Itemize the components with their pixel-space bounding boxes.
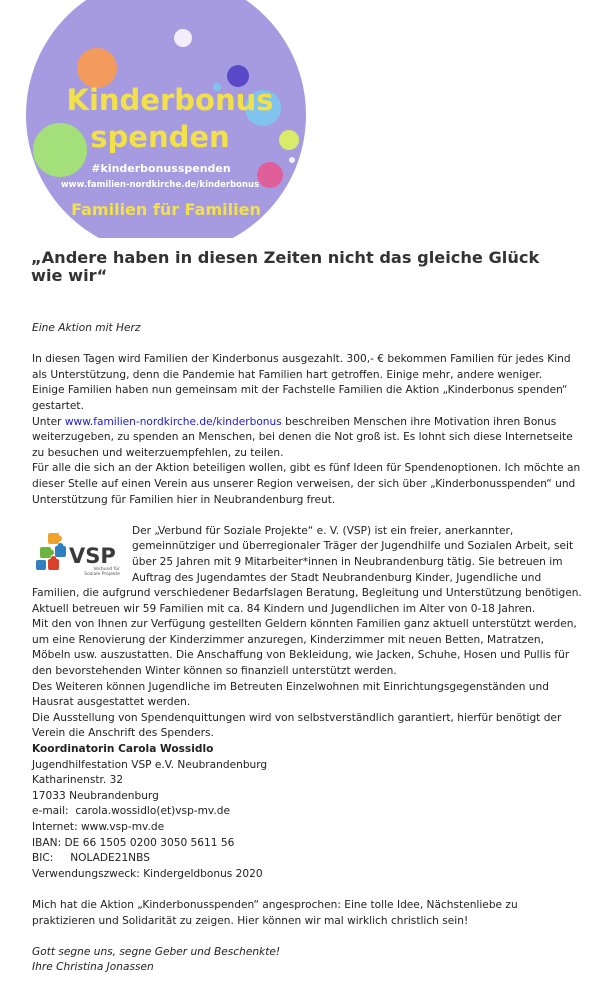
contact-name: Koordinatorin Carola Wossidlo: [32, 743, 214, 756]
banner-title-line1: Kinderbonus: [66, 83, 274, 117]
kinderbonus-banner: [0, 0, 602, 238]
banner-graphic: [0, 0, 602, 238]
vsp-spendenquittung: Die Ausstellung von Spendenquittungen wird von selbstverständlich garantiert, hierfür benötigt der Verein die Anschrift des Spenders.: [32, 711, 562, 740]
pink-dot: [257, 162, 283, 188]
signoff-author: Ihre Christina Jonassen: [32, 961, 154, 974]
article-body: [32, 321, 584, 976]
vsp-einzelwohnen: Des Weiteren können Jugendliche im Betreuten Einzelwohnen mit Einrichtungsgegenständen und Hausrat ausgestattet werden.: [32, 680, 549, 709]
signoff-blessing: Gott segne uns, segne Geber und Beschenkte!: [32, 945, 281, 958]
vsp-use-of-funds: Mit den von Ihnen zur Verfügung gestellten Geldern könnten Familien ganz aktuell unterstützt werden, um eine Renovierung der Kinderzimmer anzuregen, Kinderzimmer mit neuen Betten, Matratzen, Möbeln usw. auszustatten. Die Anschaffung von Bekleidung, wie Jacken, Schuhe, Hosen und Pullis für den bevorstehenden Winter können so finanziell unterstützt werden.: [32, 618, 577, 678]
contact-email: e-mail: carola.wossidlo(et)vsp-mv.de: [32, 805, 230, 818]
contact-purpose: Verwendungszweck: Kindergeldbonus 2020: [32, 867, 263, 880]
contact-city: 17033 Neubrandenburg: [32, 789, 159, 802]
white-dot: [174, 29, 192, 47]
contact-bic: BIC: NOLADE21NBS: [32, 852, 150, 865]
vsp-logo-sub1: Verbund für: [93, 566, 120, 572]
website-prefix: Unter: [32, 415, 65, 428]
kinderbonus-link[interactable]: www.familien-nordkirche.de/kinderbonus: [64, 415, 282, 428]
vsp-description: Der „Verbund für Soziale Projekte“ e. V. (VSP) ist ein freier, anerkannter, gemeinnütziger und überregionaler Träger der Jugendhilfe und Sozialen Arbeit, seit über 25 Jahren mit 9 Mitarbeiter*innen in Neubrandenburg tätig. Sie betreuen im Auftrag des Jugendamtes der Stadt Neubrandenburg Kinder, Jugendliche und Familien, die aufgrund verschiedener Bedarfslagen Beratung, Begleitung und Unterstützung benötigen.: [32, 524, 582, 600]
banner-url: www.familien-nordkirche.de/kinderbonus: [60, 180, 260, 190]
small-white-dot: [289, 157, 295, 163]
paragraph-spendenoptionen: Für alle die sich an der Aktion beteiligen wollen, gibt es fünf Ideen für Spendenoptionen. Ich möchte an dieser Stelle auf einen Verein aus unserer Region verweisen, der sich über „Kinderbonusspenden“ und Unterstützung für Familien hier in Neubrandenburg freut.: [32, 462, 581, 506]
paragraph-kinderbonus: In diesen Tagen wird Familien der Kinderbonus ausgezahlt. 300,- € bekommen Familien für jedes Kind als Unterstützung, denn die Pandemie hat Familien hart getroffen. Einige mehr, andere weniger.: [32, 353, 571, 381]
vsp-logo-sub2: Soziale Projekte: [84, 571, 120, 577]
banner-tagline: Familien für Familien: [71, 200, 261, 219]
intro-line: Eine Aktion mit Herz: [32, 322, 141, 334]
lime-dot: [279, 130, 299, 150]
website-suffix: beschreiben Menschen ihre Motivation ihren Bonus weiterzugeben, zu spenden an Menschen, bei denen die Not groß ist. Es lohnt sich diese Internetseite zu besuchen und weiterzuempfehlen, zu teilen.: [32, 415, 573, 459]
paragraph-website: [32, 415, 584, 462]
vsp-logo: [34, 529, 122, 577]
banner-title-line2: spenden: [90, 120, 230, 154]
vsp-logo-text: VSP: [69, 543, 116, 568]
vsp-current-families: Aktuell betreuen wir 59 Familien mit ca. 84 Kindern und Jugendlichen im Alter von 0-18 Jahren.: [32, 602, 536, 615]
vsp-puzzle-icon: [34, 529, 122, 577]
contact-internet: Internet: www.vsp-mv.de: [32, 821, 165, 833]
orange-dot: [77, 48, 117, 88]
contact-org: Jugendhilfestation VSP e.V. Neubrandenburg: [32, 758, 268, 771]
closing-paragraph: Mich hat die Aktion „Kinderbonusspenden“ angesprochen: Eine tolle Idee, Nächstenliebe zu praktizieren und Solidarität zu zeigen. Hier können wir mal wirklich christlich sein!: [32, 898, 518, 927]
contact-iban: IBAN: DE 66 1505 0200 3050 5611 56: [32, 836, 235, 849]
paragraph-aktion: Einige Familien haben nun gemeinsam mit der Fachstelle Familien die Aktion „Kinderbonus spenden“ gestartet.: [32, 384, 568, 412]
green-dot: [33, 123, 87, 177]
article-heading: „Andere haben in diesen Zeiten nicht das gleiche Glück wie wir“: [31, 248, 540, 285]
contact-street: Katharinenstr. 32: [32, 774, 124, 787]
banner-hashtag: #kinderbonusspenden: [91, 162, 231, 175]
